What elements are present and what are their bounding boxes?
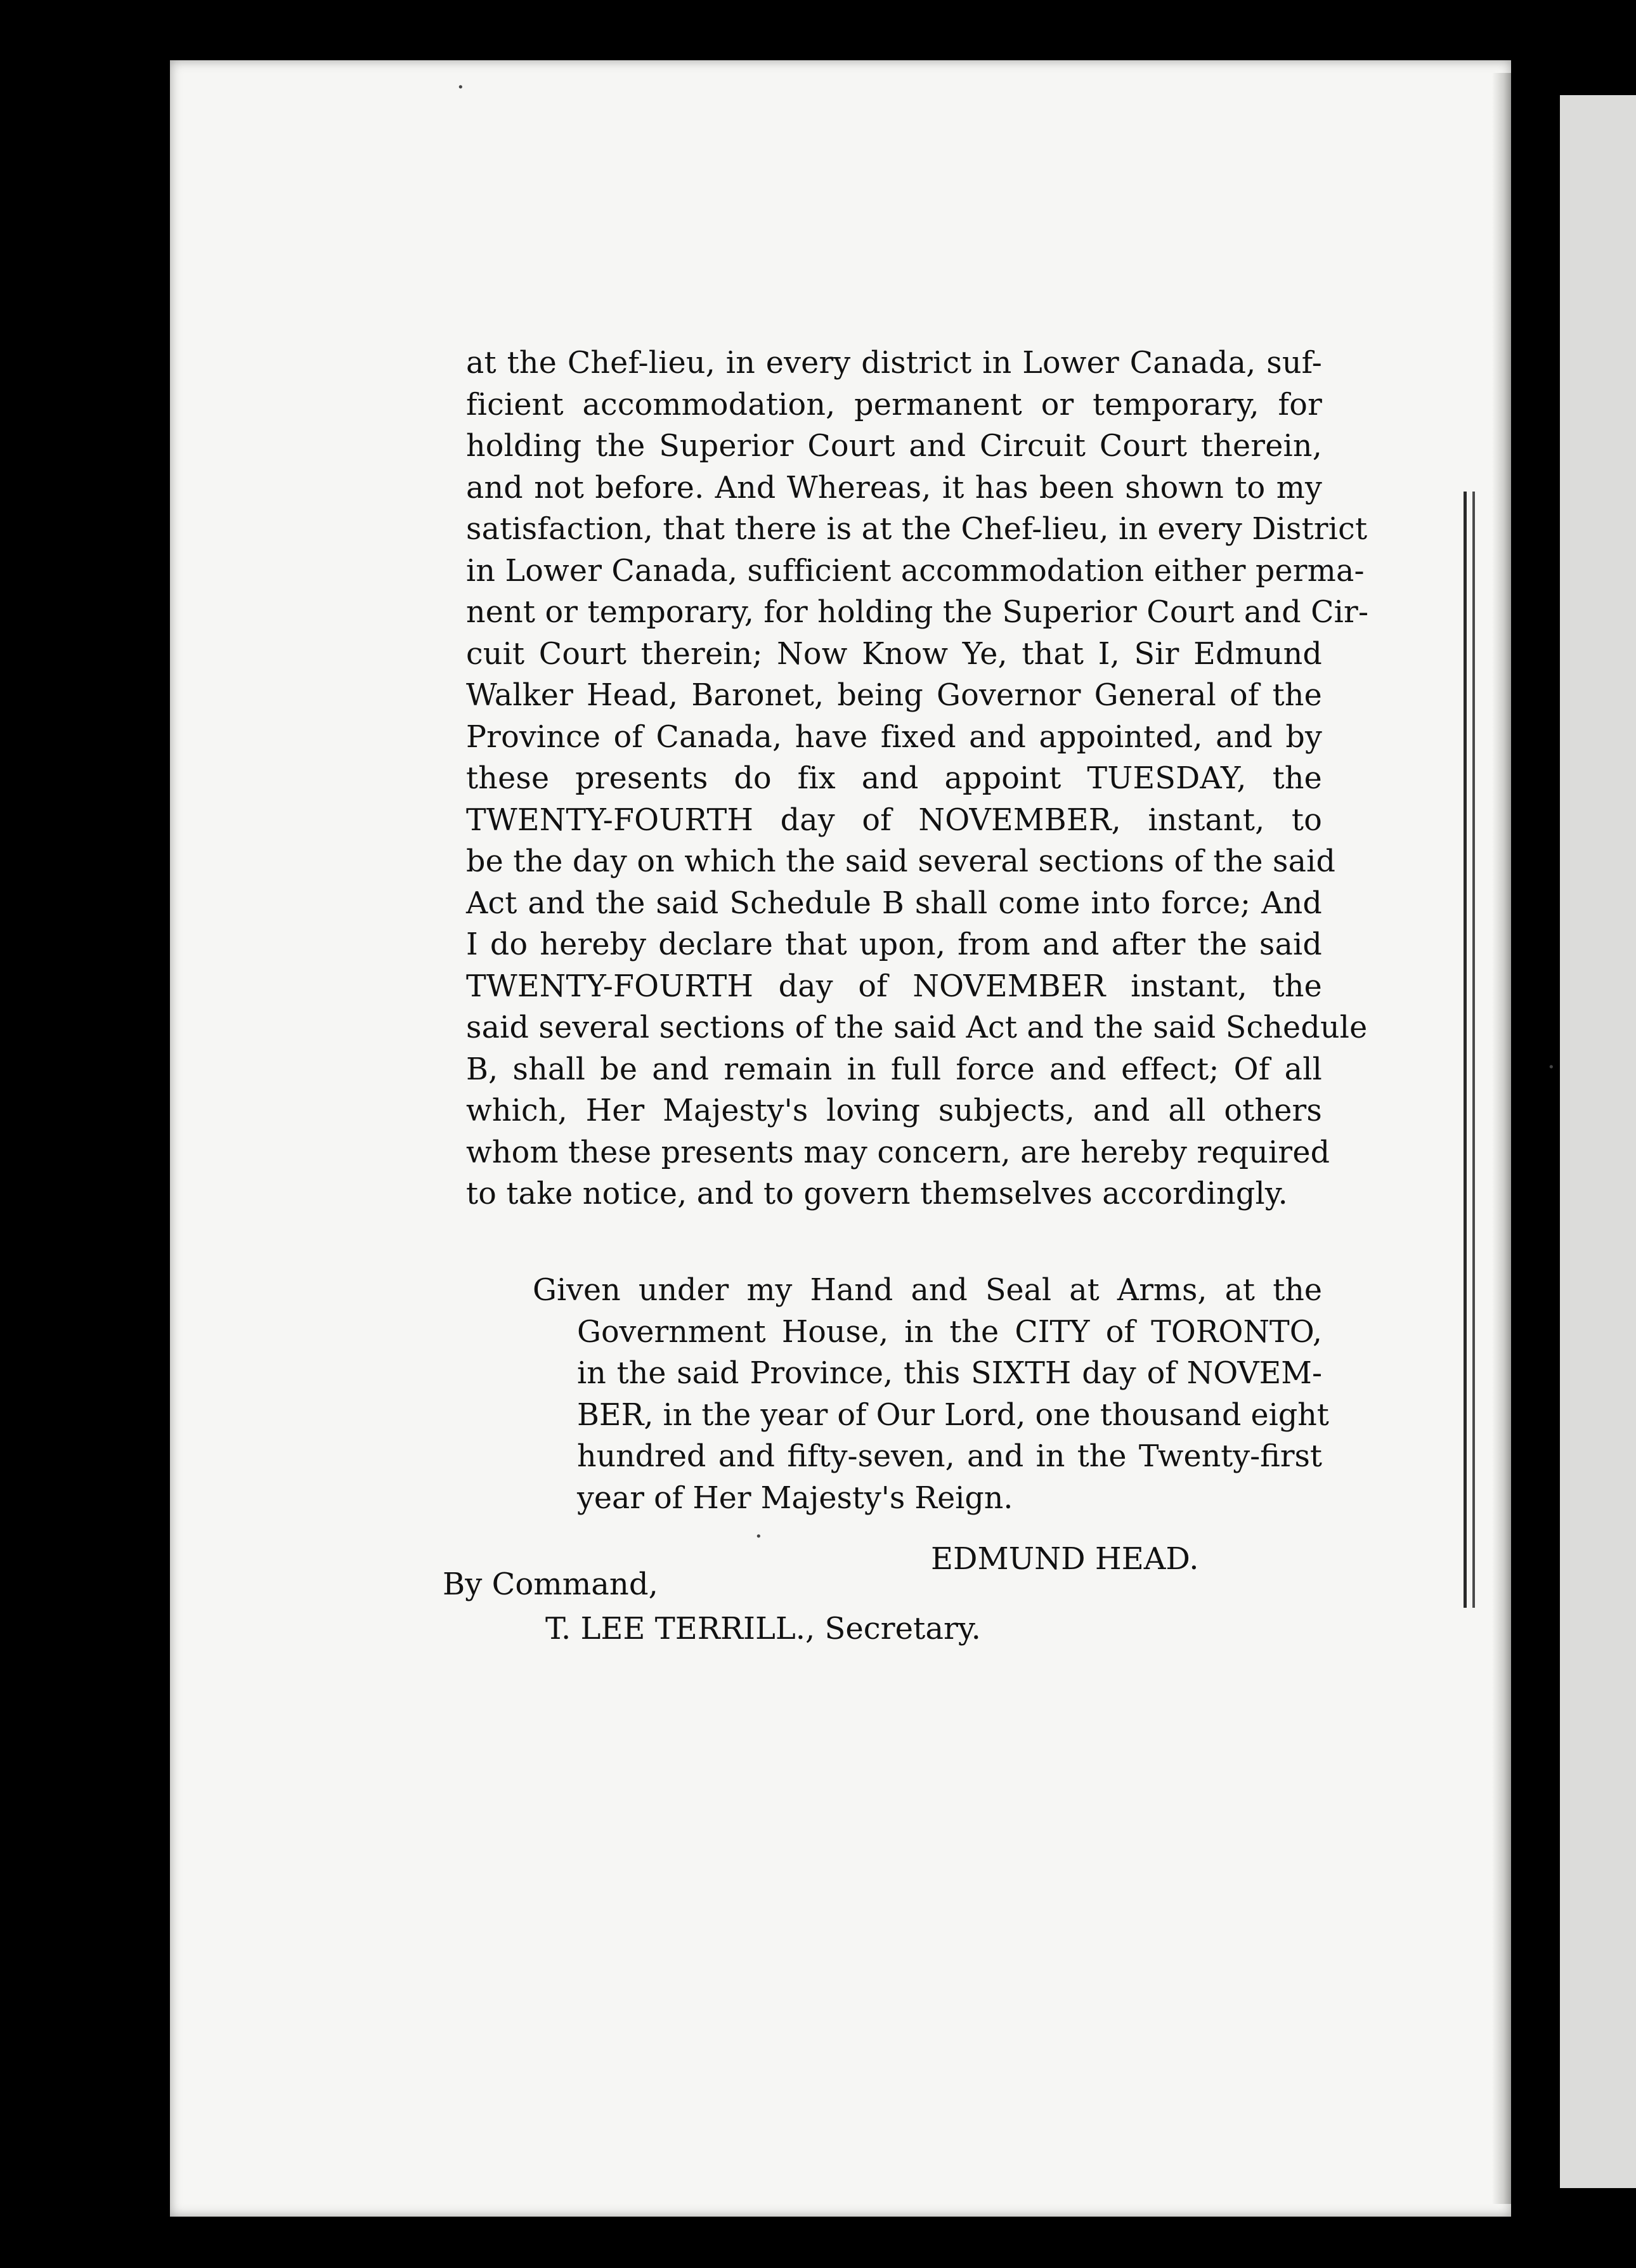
by-command-label: By Command, bbox=[443, 1567, 658, 1602]
body-line: to take notice, and to govern themselves accordingly. bbox=[466, 1176, 1288, 1211]
body-line: whom these presents may concern, are hereby required bbox=[466, 1135, 1330, 1170]
margin-rule bbox=[1464, 492, 1475, 1608]
governor-signature: EDMUND HEAD. bbox=[931, 1541, 1199, 1577]
body-line: holding the Superior Court and Circuit Court therein, bbox=[466, 429, 1322, 464]
body-line: B, shall be and remain in full force and effect; Of all bbox=[466, 1052, 1322, 1087]
secretary-signature: T. LEE TERRILL., Secretary. bbox=[545, 1611, 981, 1646]
body-line: Act and the said Schedule B shall come into force; And bbox=[466, 885, 1322, 921]
given-line: Given under my Hand and Seal at Arms, at the bbox=[533, 1273, 1322, 1308]
body-line: in Lower Canada, sufficient accommodation either perma- bbox=[466, 553, 1365, 589]
body-line: satisfaction, that there is at the Chef-lieu, in every District bbox=[466, 512, 1368, 547]
page-edge-shadow bbox=[1492, 73, 1511, 2204]
body-line: I do hereby declare that upon, from and after the said bbox=[466, 927, 1322, 962]
body-line: said several sections of the said Act and the said Schedule bbox=[466, 1010, 1368, 1045]
given-line: year of Her Majesty's Reign. bbox=[577, 1480, 1013, 1516]
given-line: Government House, in the CITY of TORONTO, bbox=[577, 1314, 1322, 1350]
ink-speck: · bbox=[457, 73, 465, 102]
body-line: TWENTY-FOURTH day of NOVEMBER instant, the bbox=[466, 968, 1322, 1004]
given-line: BER, in the year of Our Lord, one thousand eight bbox=[577, 1397, 1329, 1433]
given-line: hundred and fifty-seven, and in the Twenty-first bbox=[577, 1439, 1322, 1474]
body-line: Walker Head, Baronet, being Governor General of the bbox=[466, 678, 1322, 713]
body-line: TWENTY-FOURTH day of NOVEMBER, instant, to bbox=[466, 802, 1322, 838]
body-line: which, Her Majesty's loving subjects, and all others bbox=[466, 1093, 1322, 1128]
ink-speck: · bbox=[755, 1522, 763, 1551]
body-line: Province of Canada, have fixed and appointed, and by bbox=[466, 719, 1322, 755]
body-line: cuit Court therein; Now Know Ye, that I, Sir Edmund bbox=[466, 636, 1322, 672]
given-line: in the said Province, this SIXTH day of NOVEM- bbox=[577, 1356, 1322, 1391]
body-line: ficient accommodation, permanent or temporary, for bbox=[466, 387, 1322, 422]
body-line: these presents do fix and appoint TUESDAY, the bbox=[466, 761, 1322, 796]
body-line: nent or temporary, for holding the Superior Court and Cir- bbox=[466, 595, 1369, 630]
body-line: at the Chef-lieu, in every district in Lower Canada, suf- bbox=[466, 346, 1322, 381]
given-clause bbox=[533, 1270, 1329, 1519]
facing-page-edge bbox=[1560, 95, 1636, 2188]
body-line: be the day on which the said several sections of the said bbox=[466, 844, 1336, 879]
proclamation-body bbox=[466, 342, 1369, 1215]
ink-speck: · bbox=[1547, 1053, 1555, 1082]
body-line: and not before. And Whereas, it has been shown to my bbox=[466, 470, 1322, 505]
